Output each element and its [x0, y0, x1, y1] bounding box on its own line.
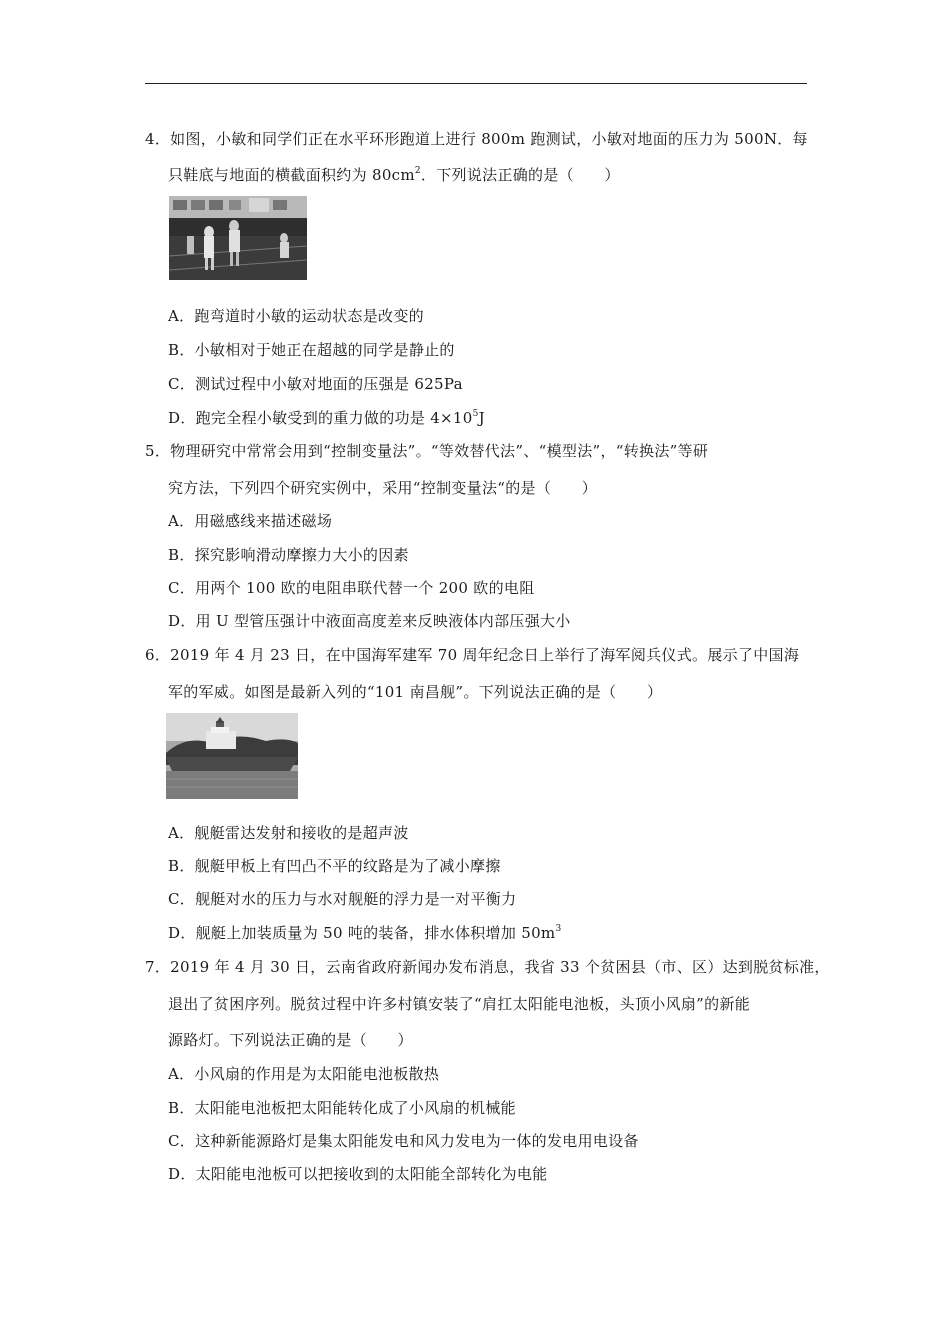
q7-stem-line-2: 退出了贫困序列。脱贫过程中许多村镇安装了“肩扛太阳能电池板，头顶小风扇”的新能 [168, 995, 751, 1013]
q5-stem-line-1: 5．物理研究中常常会用到“控制变量法”。“等效替代法”、“模型法”，“转换法”等研 [145, 442, 709, 460]
q4-option-a: A．跑弯道时小敏的运动状态是改变的 [168, 307, 424, 325]
q6-option-d: D．舰艇上加装质量为 50 吨的装备，排水体积增加 $50m^3$ [168, 924, 562, 942]
q6-stem-line-1: 6．2019 年 4 月 23 日，在中国海军建军 70 周年纪念日上举行了海军阅兵仪式。展示了中国海 [145, 646, 800, 664]
q4-stem-line-1: 4．如图，小敏和同学们正在水平环形跑道上进行 800m 跑测试，小敏对地面的压力为 500N．每 [145, 130, 808, 148]
q6-option-b: B．舰艇甲板上有凹凸不平的纹路是为了减小摩擦 [168, 857, 501, 875]
q5-option-c: C．用两个 100 欧的电阻串联代替一个 200 欧的电阻 [168, 579, 535, 597]
q5-option-d: D．用 U 型管压强计中液面高度差来反映液体内部压强大小 [168, 612, 571, 630]
q4-option-d-superscript: 5 [472, 409, 479, 419]
q5-option-a: A．用磁感线来描述磁场 [168, 512, 333, 530]
warship-photo [166, 713, 298, 799]
q7-stem-line-3: 源路灯。下列说法正确的是（ ） [168, 1031, 413, 1049]
q6-option-d-superscript: 3 [555, 924, 562, 934]
q6-option-c: C．舰艇对水的压力与水对舰艇的浮力是一对平衡力 [168, 890, 517, 908]
q6-option-a: A．舰艇雷达发射和接收的是超声波 [168, 824, 409, 842]
q4-option-d: D．跑完全程小敏受到的重力做的功是 $4\times 10^5J$ [168, 409, 485, 427]
q7-option-d: D．太阳能电池板可以把接收到的太阳能全部转化为电能 [168, 1165, 548, 1183]
q5-stem-line-2: 究方法，下列四个研究实例中，采用“控制变量法“的是（ ） [168, 479, 598, 497]
header-rule [145, 83, 807, 84]
q7-stem-line-1: 7．2019 年 4 月 30 日，云南省政府新闻办发布消息，我省 33 个贫困县（市、区）达到脱贫标准， [145, 958, 830, 976]
q5-option-b: B．探究影响滑动摩擦力大小的因素 [168, 546, 409, 564]
q7-option-a: A．小风扇的作用是为太阳能电池板散热 [168, 1065, 440, 1083]
q4-option-c: C．测试过程中小敏对地面的压强是 625Pa [168, 375, 463, 393]
q4-stem-line-2: 只鞋底与地面的横截面积约为 $80cm^2$．下列说法正确的是（ ） [168, 166, 620, 184]
q7-option-c: C．这种新能源路灯是集太阳能发电和风力发电为一体的发电用电设备 [168, 1132, 639, 1150]
q4-superscript: 2 [414, 166, 421, 176]
q6-stem-line-2: 军的军威。如图是最新入列的“101 南昌舰”。下列说法正确的是（ ） [168, 683, 663, 701]
running-track-photo [169, 196, 307, 280]
q4-option-b: B．小敏相对于她正在超越的同学是静止的 [168, 341, 455, 359]
q7-option-b: B．太阳能电池板把太阳能转化成了小风扇的机械能 [168, 1099, 516, 1117]
